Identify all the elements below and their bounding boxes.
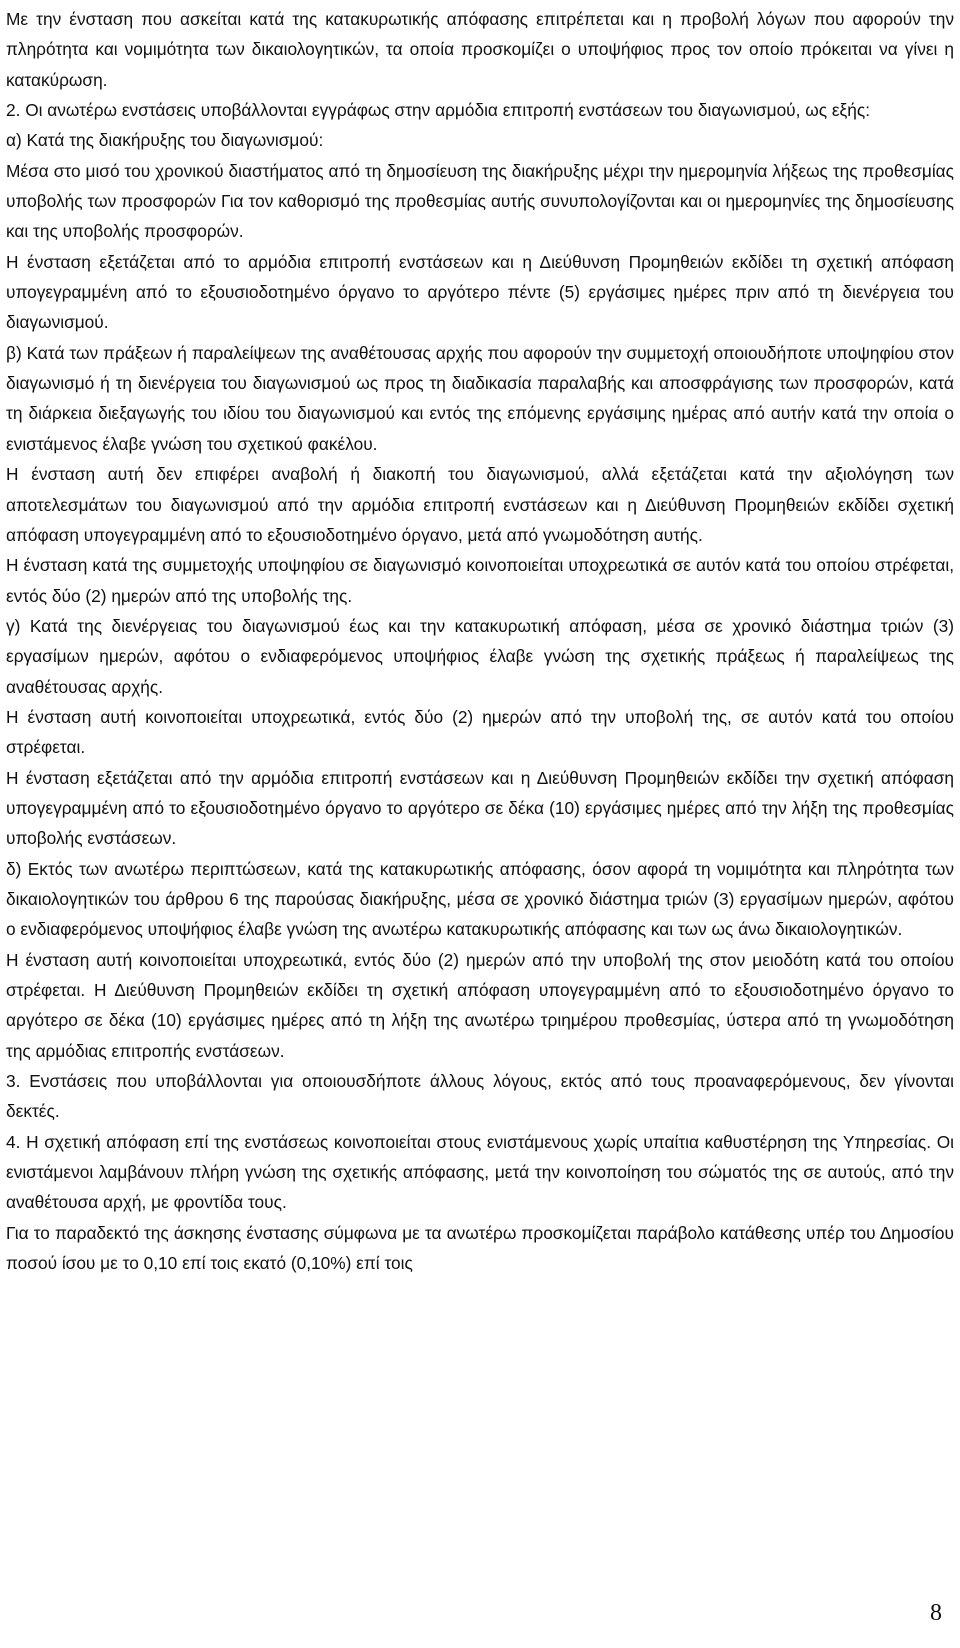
paragraph-10: Η ένσταση αυτή κοινοποιείται υποχρεωτικά, εντός δύο (2) ημερών από την υποβολή της, σε αυτόν κατά του οποίου στρέφεται. — [6, 706, 954, 758]
paragraph-5: Η ένσταση εξετάζεται από το αρμόδια επιτροπή ενστάσεων και η Διεύθυνση Προμηθειών εκδίδει τη σχετική απόφαση υπογεγραμμένη από το εξουσιοδοτημένο όργανο το αργότερο πέντε (5) εργάσιμες ημέρες πριν από τη διενέργεια του διαγωνισμού. — [6, 251, 954, 333]
paragraph-6: β) Κατά των πράξεων ή παραλείψεων της αναθέτουσας αρχής που αφορούν την συμμετοχή οποιουδήποτε υποψηφίου στον διαγωνισμό ή τη διενέργεια του διαγωνισμού ως προς τη διαδικασία παραλαβής και αποσφράγισης των προσφορών, κατά τη διάρκεια διεξαγωγής του ιδίου του διαγωνισμού και εντός της επόμενης εργάσιμης ημέρας από αυτήν κατά την οποία ο ενιστάμενος έλαβε γνώση του σχετικού φακέλου. — [6, 342, 954, 454]
paragraph-1: Με την ένσταση που ασκείται κατά της κατακυρωτικής απόφασης επιτρέπεται και η προβολή λόγων που αφορούν την πληρότητα και νομιμότητα των δικαιολογητικών, τα οποία προσκομίζει ο υποψήφιος προς τον οποίο πρόκειται να γίνει η κατακύρωση. — [6, 9, 954, 90]
paragraph-13: Η ένσταση αυτή κοινοποιείται υποχρεωτικά, εντός δύο (2) ημερών από την υποβολή της στον μειοδότη κατά του οποίου στρέφεται. Η Διεύθυνση Προμηθειών εκδίδει τη σχετική απόφαση υπογεγραμμένη από το εξουσιοδοτημένο όργανο το αργότερο σε δέκα (10) εργάσιμες ημέρες από τη λήξη της ανωτέρω τριημέρου προθεσμίας, ύστερα από τη γνωμοδότηση της αρμόδιας επιτροπής ενστάσεων. — [6, 949, 954, 1061]
paragraph-9: γ) Κατά της διενέργειας του διαγωνισμού έως και την κατακυρωτική απόφαση, μέσα σε χρονικό διάστημα τριών (3) εργασίμων ημερών, αφότου ο ενδιαφερόμενος υποψήφιος έλαβε γνώση της σχετικής πράξεως ή παραλείψεως της αναθέτουσας αρχής. — [6, 615, 954, 697]
paragraph-16: Για το παραδεκτό της άσκησης ένστασης σύμφωνα με τα ανωτέρω προσκομίζεται παράβολο κατάθεσης υπέρ του Δημοσίου ποσού ίσου με το 0,10 επί τοις εκατό (0,10%) επί τοις — [6, 1222, 954, 1274]
document-body — [6, 4, 954, 1278]
paragraph-15: 4. Η σχετική απόφαση επί της ενστάσεως κοινοποιείται στους ενιστάμενους χωρίς υπαίτια καθυστέρηση της Υπηρεσίας. Οι ενιστάμενοι λαμβάνουν πλήρη γνώση της σχετικής απόφασης, μετά την κοινοποίηση του σώματός της σε αυτούς, από την αναθέτουσα αρχή, με φροντίδα τους. — [6, 1131, 954, 1213]
paragraph-8: Η ένσταση κατά της συμμετοχής υποψηφίου σε διαγωνισμό κοινοποιείται υποχρεωτικά σε αυτόν κατά του οποίου στρέφεται, εντός δύο (2) ημερών από της υποβολής της. — [6, 555, 954, 606]
page-number: 8 — [930, 1600, 942, 1626]
paragraph-2: 2. Οι ανωτέρω ενστάσεις υποβάλλονται εγγράφως στην αρμόδια επιτροπή ενστάσεων του διαγωνισμού, ως εξής: — [6, 100, 871, 121]
paragraph-12: δ) Εκτός των ανωτέρω περιπτώσεων, κατά της κατακυρωτικής απόφασης, όσον αφορά τη νομιμότητα και πληρότητα των δικαιολογητικών του άρθρου 6 της παρούσας διακήρυξης, μέσα σε χρονικό διάστημα τριών (3) εργασίμων ημερών, αφότου ο ενδιαφερόμενος υποψήφιος έλαβε γνώση της ανωτέρω κατακυρωτικής απόφασης και των ως άνω δικαιολογητικών. — [6, 858, 954, 940]
paragraph-11: Η ένσταση εξετάζεται από την αρμόδια επιτροπή ενστάσεων και η Διεύθυνση Προμηθειών εκδίδει την σχετική απόφαση υπογεγραμμένη από το εξουσιοδοτημένο όργανο το αργότερο σε δέκα (10) εργάσιμες ημέρες από την λήξη της προθεσμίας υποβολής ενστάσεων. — [6, 767, 954, 849]
paragraph-7: Η ένσταση αυτή δεν επιφέρει αναβολή ή διακοπή του διαγωνισμού, αλλά εξετάζεται κατά την αξιολόγηση των αποτελεσμάτων του διαγωνισμού από την αρμόδια επιτροπή ενστάσεων και η Διεύθυνση Προμηθειών εκδίδει σχετική απόφαση υπογεγραμμένη από το εξουσιοδοτημένο όργανο, μετά από γνωμοδότηση αυτής. — [6, 464, 954, 545]
paragraph-3: α) Κατά της διακήρυξης του διαγωνισμού: — [6, 130, 324, 151]
paragraph-14: 3. Ενστάσεις που υποβάλλονται για οποιουσδήποτε άλλους λόγους, εκτός από τους προαναφερόμενους, δεν γίνονται δεκτές. — [6, 1071, 954, 1122]
paragraph-4: Μέσα στο μισό του χρονικού διαστήματος από τη δημοσίευση της διακήρυξης μέχρι την ημερομηνία λήξεως της προθεσμίας υποβολής των προσφορών Για τον καθορισμό της προθεσμίας αυτής συνυπολογίζονται και οι ημερομηνίες της δημοσίευσης και της υποβολής προσφορών. — [6, 160, 954, 242]
